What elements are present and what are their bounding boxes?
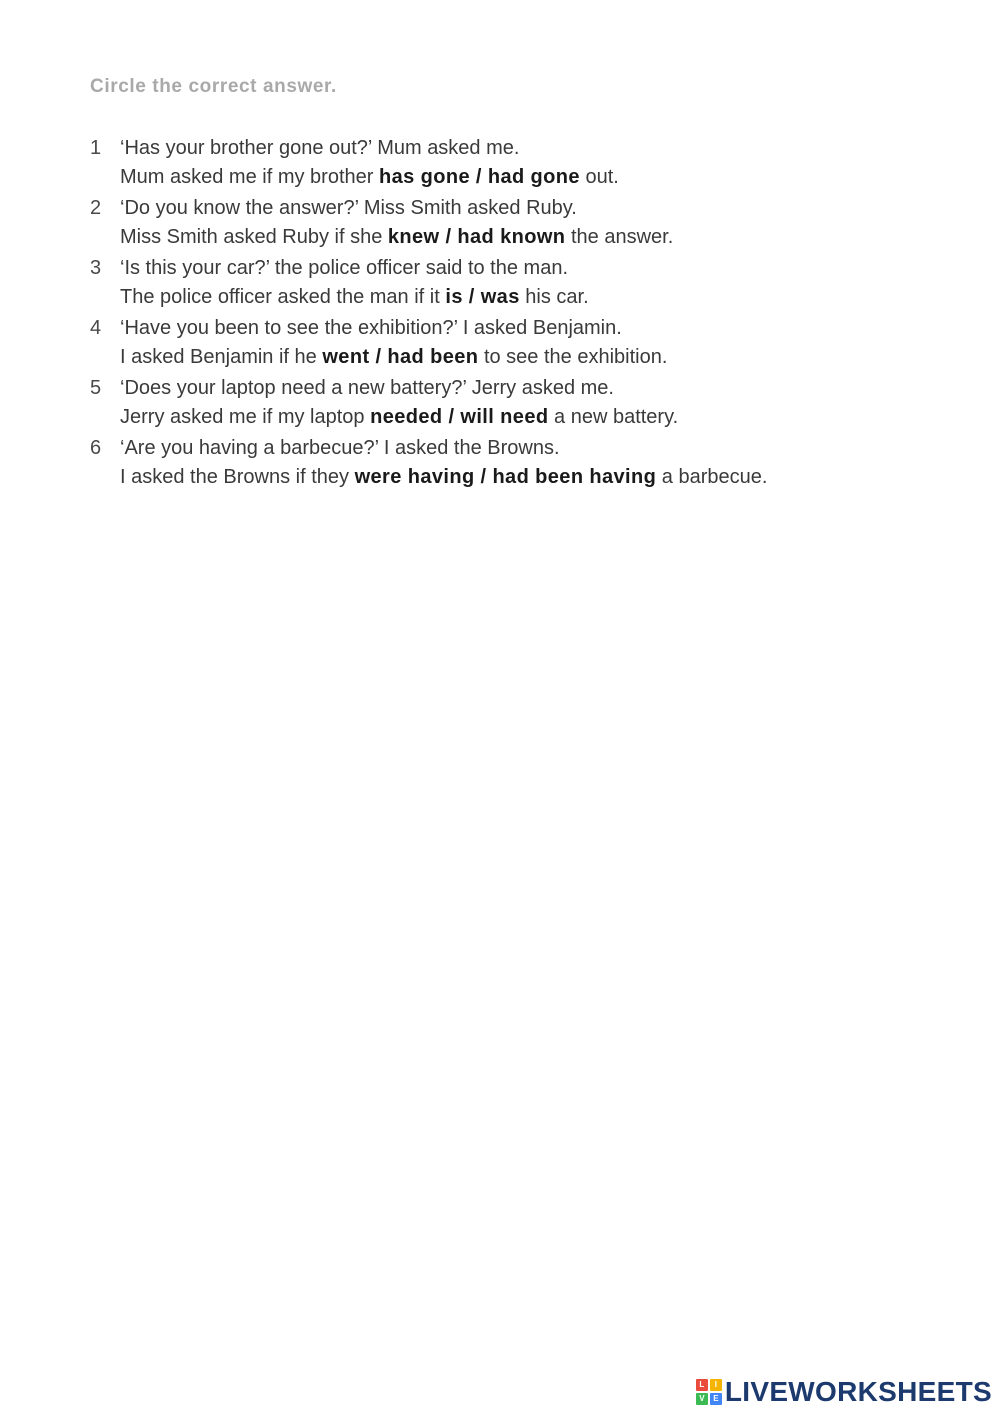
answer-text-before: Mum asked me if my brother [120,166,379,188]
exercise-item-2 [90,194,950,254]
exercise-item-1 [90,134,950,194]
option-1[interactable]: has gone [378,166,470,188]
exercise-list [90,134,950,494]
answer-text-after: the answer. [565,226,674,248]
item-question: ‘Do you know the answer?’ Miss Smith asked Ruby. [120,197,577,219]
answer-text-after: his car. [519,286,589,308]
option-1[interactable]: were having [354,466,475,488]
brand-name: LIVEWORKSHEETS [724,1376,992,1407]
option-separator: / [442,406,461,428]
answer-text-before: I asked Benjamin if he [120,346,323,368]
option-2[interactable]: had known [457,226,566,248]
item-number: 5 [90,377,102,399]
exercise-item-5 [90,374,950,434]
item-number: 4 [90,317,102,339]
answer-text-before: Jerry asked me if my laptop [120,406,371,428]
logo-square-i: I [710,1379,722,1391]
instruction-heading: Circle the correct answer. [90,76,337,97]
option-1[interactable]: went [322,346,370,368]
logo-square-v: V [696,1393,708,1405]
answer-text-after: out. [579,166,619,188]
answer-text-before: The police officer asked the man if it [120,286,446,308]
liveworksheets-logo[interactable] [696,1376,992,1408]
item-question: ‘Have you been to see the exhibition?’ I asked Benjamin. [120,317,622,339]
option-2[interactable]: had been [387,346,479,368]
option-separator: / [462,286,481,308]
item-answer-sentence [120,163,619,192]
item-number: 1 [90,137,102,159]
answer-text-after: a new battery. [548,406,679,428]
option-separator: / [469,166,488,188]
exercise-item-4 [90,314,950,374]
liveworksheets-logo-icon [696,1379,722,1405]
option-1[interactable]: is [445,286,463,308]
option-1[interactable]: knew [387,226,440,248]
item-number: 6 [90,437,102,459]
option-separator: / [369,346,388,368]
item-question: ‘Is this your car?’ the police officer said to the man. [120,257,568,279]
exercise-item-3 [90,254,950,314]
item-answer-sentence [120,223,673,252]
item-number: 3 [90,257,102,279]
item-question: ‘Does your laptop need a new battery?’ Jerry asked me. [120,377,614,399]
option-2[interactable]: was [480,286,520,308]
option-2[interactable]: had been having [492,466,657,488]
item-question: ‘Has your brother gone out?’ Mum asked me. [120,137,520,159]
logo-square-e: E [710,1393,722,1405]
option-2[interactable]: will need [460,406,549,428]
item-number: 2 [90,197,102,219]
option-separator: / [474,466,493,488]
answer-text-after: a barbecue. [656,466,768,488]
exercise-item-6 [90,434,950,494]
option-separator: / [439,226,458,248]
item-answer-sentence [120,283,589,312]
answer-text-after: to see the exhibition. [478,346,668,368]
item-answer-sentence [120,463,767,492]
option-2[interactable]: had gone [487,166,580,188]
answer-text-before: I asked the Browns if they [120,466,355,488]
option-1[interactable]: needed [370,406,443,428]
answer-text-before: Miss Smith asked Ruby if she [120,226,388,248]
item-answer-sentence [120,343,667,372]
item-answer-sentence [120,403,678,432]
logo-square-l: L [696,1379,708,1391]
item-question: ‘Are you having a barbecue?’ I asked the Browns. [120,437,560,459]
